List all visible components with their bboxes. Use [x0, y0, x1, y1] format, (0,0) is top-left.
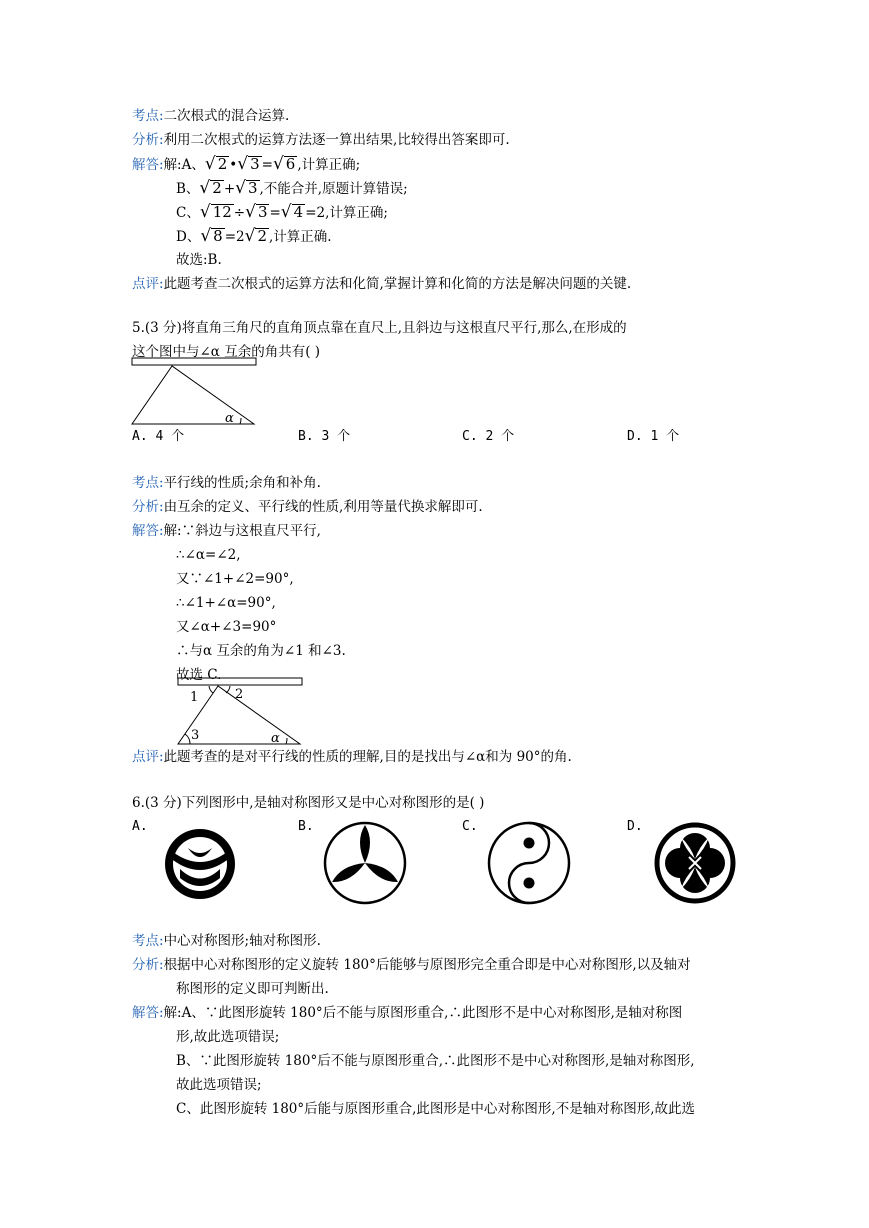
kaodian-tag: 考点: — [132, 108, 164, 124]
q5-step: ∴与α 互余的角为∠1 和∠3. — [176, 643, 346, 659]
q5-option-b: B. 3 个 — [298, 429, 351, 444]
kaodian-tag: 考点: — [132, 933, 164, 949]
q4-jieda-line-c: C、√ 12 ÷√ 3 =√ 4 =2,计算正确; — [176, 202, 388, 222]
radicand: 2 — [257, 227, 268, 245]
kaodian-text: 中心对称图形;轴对称图形. — [163, 933, 321, 949]
q6-figure-c-yin-yang-icon — [486, 820, 572, 906]
q5-figure-ruler-triangle — [130, 356, 262, 426]
q5-dianping-line — [132, 748, 572, 766]
radicand: 2 — [212, 179, 222, 197]
radicand: 12 — [212, 203, 232, 221]
q5-step: ∴∠α=∠2, — [176, 547, 241, 563]
q5-option-d: D. 1 个 — [627, 429, 680, 444]
q4-jieda-line-a: 解答:解:A、√ 2 •√ 3 =√ 6 ,计算正确; — [132, 154, 361, 174]
q5-solution-figure — [176, 676, 306, 748]
kaodian-tag: 考点: — [132, 475, 164, 491]
q5-step: 又∵∠1+∠2=90°, — [176, 571, 294, 587]
step-c-suffix: =2,计算正确; — [305, 205, 388, 221]
q6-stem: 6.(3 分)下列图形中,是轴对称图形又是中心对称图形的是( ) — [132, 795, 485, 811]
jieda-tag: 解答: — [132, 523, 164, 539]
q6-figure-d-four-petal-icon — [652, 820, 738, 906]
ruler — [132, 358, 256, 365]
radicand: 8 — [213, 227, 223, 245]
q6-option-d-label: D. — [627, 819, 643, 834]
q4-jieda-line-d — [176, 227, 332, 246]
fenxi-text: 由互余的定义、平行线的性质,利用等量代换求解即可. — [163, 499, 483, 515]
q5-step: 故选 C. — [176, 667, 222, 683]
dianping-text: 此题考查二次根式的运算方法和化简,掌握计算和化简的方法是解决问题的关键. — [163, 276, 632, 292]
q5-fenxi-line — [132, 498, 483, 516]
q4-fenxi-line — [132, 131, 510, 149]
radicand: 6 — [285, 155, 296, 173]
label-1: 1 — [190, 690, 199, 705]
step-d-suffix: ,计算正确. — [269, 229, 332, 245]
radical-sign: √ — [245, 202, 256, 222]
q5-option-c: C. 2 个 — [462, 429, 515, 444]
q5-jieda-line — [132, 522, 321, 540]
radical-sign: √ — [237, 154, 249, 174]
q6-figure-b-three-leaf-icon — [322, 820, 408, 906]
radical-sign: √ — [280, 202, 292, 222]
fenxi-tag: 分析: — [132, 132, 164, 148]
label-3: 3 — [191, 728, 200, 743]
radical-sign: √ — [272, 154, 284, 174]
jieda-tag: 解答: — [132, 157, 164, 173]
q6-fenxi-line2: 称图形的定义即可判断出. — [176, 981, 329, 997]
radical-sign: √ — [235, 178, 246, 198]
angle-2-arc — [226, 686, 230, 693]
q4-dianping-line — [132, 275, 631, 293]
step-d-prefix: D、 — [176, 229, 201, 245]
q4-answer: 故选:B. — [176, 252, 222, 268]
angle-alpha-arc — [286, 738, 287, 744]
radical-sign: √ — [199, 202, 211, 222]
q5-option-a: A. 4 个 — [132, 429, 185, 444]
radical-sign: √ — [200, 226, 212, 246]
q4-jieda-line-b: B、√ 2 +√ 3 ,不能合并,原题计算错误; — [176, 178, 408, 198]
jieda-text: 解:A、∵此图形旋转 180°后不能与原图形重合,∴此图形不是中心对称图形,是轴对称图 — [163, 1005, 683, 1021]
q6-kaodian-line — [132, 932, 321, 950]
step-d-mid: =2 — [224, 229, 245, 245]
step-c-prefix: C、 — [176, 205, 200, 221]
dianping-text: 此题考查的是对平行线的性质的理解,目的是找出与∠α和为 90°的角. — [163, 749, 572, 765]
q4-kaodian-line — [132, 107, 289, 125]
q5-stem-line2: 这个图中与∠α 互余的角共有( ) — [132, 344, 321, 360]
step-a-prefix: 解:A、 — [163, 157, 205, 173]
kaodian-text: 二次根式的混合运算. — [163, 108, 290, 124]
radicand: 4 — [293, 203, 304, 221]
angle-3-arc — [185, 734, 190, 744]
radicand: 3 — [257, 203, 268, 221]
q5-step: 又∠α+∠3=90° — [176, 619, 277, 635]
dianping-tag: 点评: — [132, 276, 164, 292]
label-2: 2 — [235, 687, 244, 702]
q5-kaodian-line — [132, 474, 321, 492]
radical-sign: √ — [204, 154, 216, 174]
q5-step: ∴∠1+∠α=90°, — [176, 595, 276, 611]
alpha-label: α — [225, 411, 234, 426]
fenxi-tag: 分析: — [132, 957, 164, 973]
ruler — [178, 678, 302, 685]
radical-sign: √ — [244, 226, 256, 246]
fenxi-text: 利用二次根式的运算方法逐一算出结果,比较得出答案即可. — [163, 132, 510, 148]
angle-1-arc — [209, 686, 213, 693]
q5-stem-line1: 5.(3 分)将直角三角尺的直角顶点靠在直尺上,且斜边与这根直尺平行,那么,在形成的 — [132, 320, 627, 336]
step-a-suffix: ,计算正确; — [297, 157, 361, 173]
step: 解:∵斜边与这根直尺平行, — [163, 523, 321, 539]
q6-fenxi-line — [132, 956, 691, 974]
step-b-suffix: ,不能合并,原题计算错误; — [259, 181, 408, 197]
jieda-tag: 解答: — [132, 1005, 164, 1021]
angle-arc — [240, 418, 241, 424]
q6-option-c-label: C. — [462, 819, 478, 834]
radicand: 3 — [247, 179, 258, 197]
radical-sign: √ — [199, 178, 211, 198]
fenxi-text: 根据中心对称图形的定义旋转 180°后能够与原图形完全重合即是中心对称图形,以及轴对 — [163, 957, 691, 973]
q6-jieda-line — [132, 1004, 682, 1022]
q6-jieda-line: B、∵此图形旋转 180°后不能与原图形重合,∴此图形不是中心对称图形,是轴对称图形, — [176, 1053, 695, 1069]
q6-option-a-label: A. — [132, 819, 148, 834]
step-b-prefix: B、 — [176, 181, 200, 197]
triangle — [132, 366, 254, 424]
q6-jieda-line: 故此选项错误; — [176, 1077, 262, 1093]
radicand: 2 — [217, 155, 228, 173]
kaodian-text: 平行线的性质;余角和补角. — [163, 475, 321, 491]
dianping-tag: 点评: — [132, 749, 164, 765]
radicand: 3 — [250, 155, 260, 173]
fenxi-tag: 分析: — [132, 499, 164, 515]
alpha-label: α — [271, 731, 280, 746]
q6-jieda-line: 形,故此选项错误; — [176, 1029, 280, 1045]
q6-option-b-label: B. — [298, 819, 314, 834]
q6-figure-a-emblem-icon — [160, 824, 240, 904]
q6-jieda-line: C、此图形旋转 180°后能与原图形重合,此图形是中心对称图形,不是轴对称图形,故此选 — [176, 1101, 696, 1117]
